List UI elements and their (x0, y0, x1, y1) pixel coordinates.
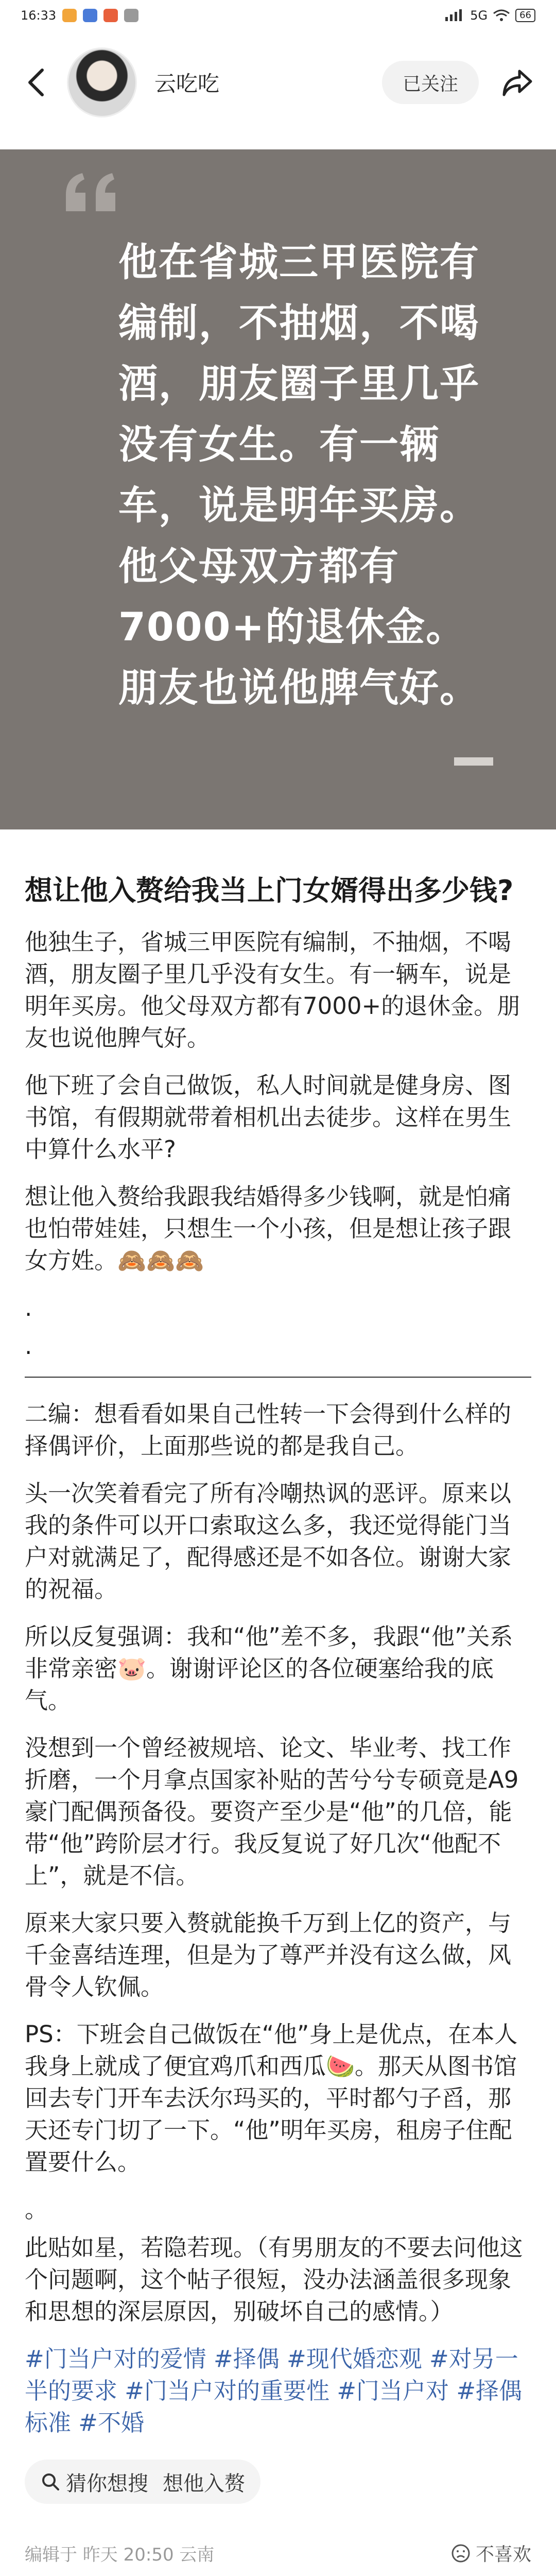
edit-paragraph: 所以反复强调：我和“他”差不多，我跟“他”关系非常亲密🐷。谢谢评论区的各位硬塞给我的底气。 (25, 1623, 513, 1714)
spacer-dot: 。 (25, 2196, 48, 2223)
top-nav (0, 41, 556, 124)
edit-paragraph: 此贴如星，若隐若现。（有男朋友的不要去问他这个问题啊，这个帖子很短，没办法涵盖很多现象和思想的深层原因，别破坏自己的感情。） (25, 2234, 523, 2325)
search-term: 想他入赘 (163, 2471, 245, 2496)
follow-button[interactable]: 已关注 (382, 61, 479, 104)
hashtag-list[interactable]: #门当户对的爱情 #择偶 #现代婚恋观 #对另一半的要求 #门当户对的重要性 #门当户对 #择偶标准 #不婚 (25, 2345, 523, 2436)
quote-mark-icon (62, 170, 124, 216)
author-name[interactable]: 云吃吃 (154, 71, 220, 96)
status-bar (0, 0, 556, 31)
quote-end-mark (454, 757, 493, 766)
post-meta (25, 2540, 531, 2566)
edited-time: 编辑于 昨天 20:50 云南 (25, 2545, 215, 2565)
dislike-label: 不喜欢 (475, 2544, 531, 2565)
dislike-icon (451, 2544, 471, 2563)
network-label: 5G (470, 8, 488, 23)
section-divider (25, 1377, 531, 1378)
article-title: 想让他入赘给我当上门女婿得出多少钱? (25, 874, 514, 907)
article-paragraph: 想让他入赘给我跟我结婚得多少钱啊，就是怕痛也怕带娃娃，只想生一个小孩，但是想让孩子跟女方姓。🙈🙈🙈 (25, 1183, 512, 1274)
search-icon (40, 2471, 61, 2492)
edit-paragraph: 原来大家只要入赘就能换千万到上亿的资产，与千金喜结连理，但是为了尊严并没有这么做，风骨令人钦佩。 (25, 1909, 512, 2001)
article-body (25, 871, 531, 2576)
search-label: 猜你想搜 (66, 2471, 148, 2496)
battery-icon: 66 (515, 9, 535, 22)
edit-paragraph: 二编：想看看如果自己性转一下会得到什么样的择偶评价，上面那些说的都是我自己。 (25, 1400, 512, 1460)
quote-text: 他在省城三甲医院有编制，不抽烟，不喝酒，朋友圈子里几乎没有女生。有一辆车，说是明年买房。他父母双方都有7000+的退休金。朋友也说他脾气好。 (118, 239, 480, 710)
status-time: 16:33 (21, 8, 57, 23)
spacer-dot: . (25, 1332, 32, 1360)
wifi-icon (493, 9, 510, 22)
back-icon[interactable] (21, 67, 51, 98)
status-left (21, 8, 138, 23)
app-notification-icon (103, 9, 118, 22)
edit-paragraph: 头一次笑着看完了所有冷嘲热讽的恶评。原来以我的条件可以开口索取这么多，我还觉得能门当户对就满足了，配得感还是不如各位。谢谢大家的祝福。 (25, 1480, 512, 1603)
app-notification-icon (83, 9, 97, 22)
article-paragraph: 他下班了会自己做饭，私人时间就是健身房、图书馆，有假期就带着相机出去徒步。这样在男生中算什么水平? (25, 1072, 512, 1163)
app-notification-icon (62, 9, 77, 22)
quote-card (0, 149, 556, 829)
signal-icon (444, 9, 465, 22)
spacer-dot: . (25, 1294, 32, 1321)
dislike-button[interactable] (451, 2540, 531, 2566)
article-paragraph: 他独生子，省城三甲医院有编制，不抽烟，不喝酒，朋友圈子里几乎没有女生。有一辆车，说是明年买房。他父母双方都有7000+的退休金。朋友也说他脾气好。 (25, 928, 520, 1052)
app-notification-icon (124, 9, 138, 22)
edit-paragraph: PS：下班会自己做饭在“他”身上是优点，在本人我身上就成了便宜鸡爪和西瓜🍉。那天从图书馆回去专门开车去沃尔玛买的，平时都勺子舀，那天还专门切了一下。“他”明年买房，租房子住配置要什么。 (25, 2021, 518, 2176)
edit-paragraph: 没想到一个曾经被规培、论文、毕业考、找工作折磨，一个月拿点国家补贴的苦兮兮专硕竟是A9豪门配偶预备役。要资产至少是“他”的几倍，能带“他”跨阶层才行。我反复说了好几次“他配不上”，就是不信。 (25, 1734, 519, 1889)
search-term-chip[interactable] (155, 2460, 260, 2504)
author-avatar[interactable] (67, 47, 137, 117)
share-icon[interactable] (499, 64, 535, 100)
search-chip[interactable] (25, 2460, 155, 2504)
related-search (25, 2460, 531, 2504)
status-right (444, 8, 535, 23)
